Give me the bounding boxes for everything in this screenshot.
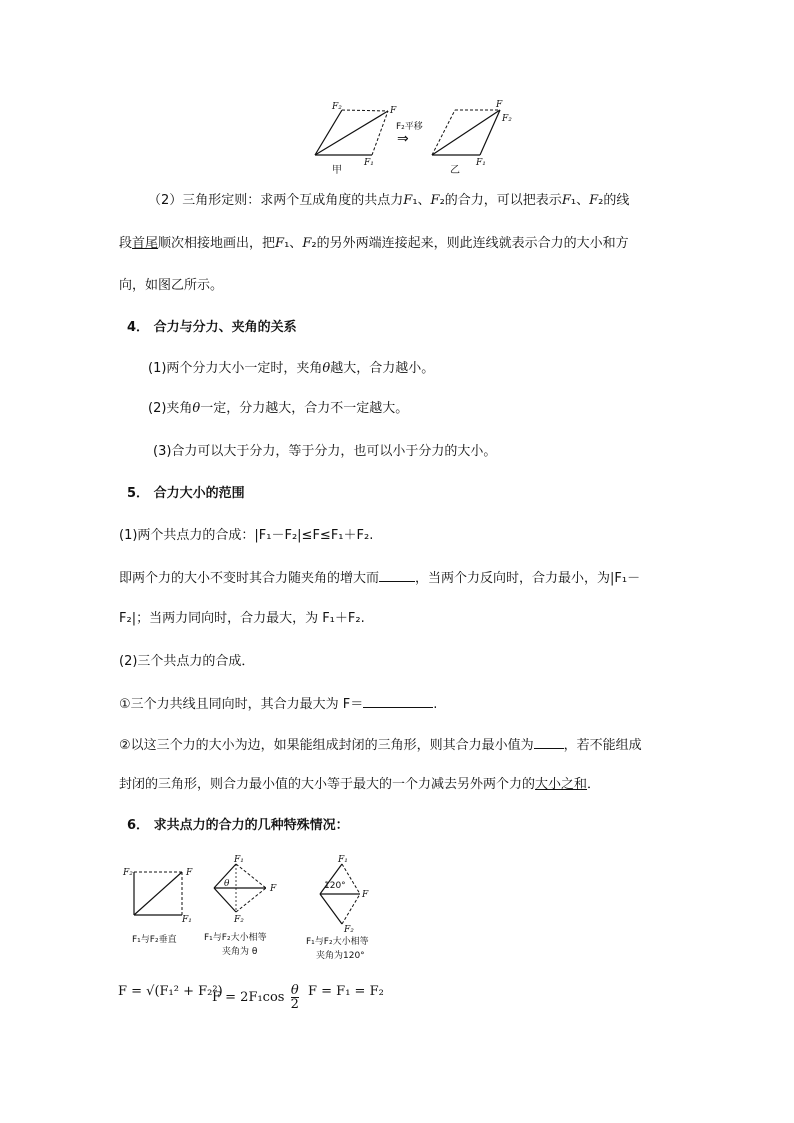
fig2-caption-1: F₁与F₂大小相等 — [204, 933, 267, 943]
label-F-yi: F — [496, 100, 503, 110]
fig1-label-F1: F₁ — [182, 915, 192, 925]
caption-yi: 乙 — [450, 165, 460, 176]
formula-120: F = F₁ = F₂ — [308, 984, 384, 999]
section4-heading: 4． 合力与分力、夹角的关系 — [127, 320, 297, 335]
label-F-jia: F — [390, 106, 397, 116]
fig3-label-F2: F₂ — [344, 925, 354, 935]
label-F1-yi: F₁ — [476, 158, 486, 168]
fig3-caption-2: 夹角为120° — [316, 951, 365, 961]
fig2-label-F1: F₁ — [234, 855, 244, 865]
section4-item1: (1)两个分力大小一定时，夹角θ越大，合力越小。 — [148, 361, 435, 376]
label-translate: F₂平移 — [396, 122, 423, 132]
fig3-caption-1: F₁与F₂大小相等 — [306, 937, 369, 947]
fig1-caption: F₁与F₂垂直 — [132, 935, 177, 945]
formula-theta: F = 2F₁cos $\frac{\theta}{2}$ — [212, 983, 299, 1012]
label-F1-jia: F₁ — [364, 158, 374, 168]
section5-heading: 5． 合力大小的范围 — [127, 486, 245, 501]
section5-p6: ②以这三个力的大小为边，如果能组成封闭的三角形，则其合力最小值为 ，若不能组成 — [119, 738, 642, 753]
section5-p5: ①三个力共线且同向时，其合力最大为 F＝ . — [119, 697, 438, 712]
fig3-label-F1: F₁ — [338, 855, 348, 865]
section5-p1: (1)两个共点力的合成：|F₁－F₂|≤F≤F₁＋F₂. — [119, 528, 374, 543]
fig1-label-F: F — [186, 868, 193, 878]
perpendicular-forces-figure — [120, 860, 210, 950]
equal-forces-theta-figure — [200, 852, 290, 964]
section5-p7: 封闭的三角形，则合力最小值的大小等于最大的一个力减去另外两个力的大小之和． — [119, 777, 601, 792]
fig1-label-F2: F₂ — [123, 868, 133, 878]
label-F2-yi: F₂ — [502, 114, 512, 124]
triangle-rule-line3: 向，如图乙所示。 — [119, 278, 224, 293]
equal-forces-120-figure — [302, 852, 392, 964]
formula-perpendicular: F = √(F₁² + F₂²) — [118, 984, 223, 999]
section4-item3: (3)合力可以大于分力，等于分力，也可以小于分力的大小。 — [153, 444, 497, 459]
fig2-caption-2: 夹角为 θ — [222, 947, 258, 957]
caption-jia: 甲 — [332, 165, 342, 176]
fig2-label-F2: F₂ — [234, 915, 244, 925]
section5-p4: (2)三个共点力的合成． — [119, 654, 255, 669]
triangle-rule-line2: 段首尾顺次相接地画出，把F₁、F₂的另外两端连接起来，则此连线就表示合力的大小和方 — [119, 236, 629, 251]
fig3-label-F: F — [362, 890, 369, 900]
parallelogram-triangle-figure — [300, 95, 520, 180]
label-F2-jia: F₂ — [332, 102, 342, 112]
section5-p3: F₂|；当两力同向时，合力最大，为 F₁＋F₂. — [119, 611, 365, 626]
fig2-label-theta: θ — [224, 879, 230, 889]
section5-p2: 即两个力的大小不变时其合力随夹角的增大而 ，当两个力反向时，合力最小，为|F₁－ — [119, 571, 641, 586]
section6-heading: 6． 求共点力的合力的几种特殊情况： — [127, 818, 349, 833]
fig2-label-F: F — [270, 884, 277, 894]
triangle-rule-line1: （2）三角形定则：求两个互成角度的共点力F₁、F₂的合力，可以把表示F₁、F₂的线 — [148, 193, 630, 208]
section4-item2: (2)夹角θ一定，分力越大，合力不一定越大。 — [148, 401, 409, 416]
fig3-label-120: 120° — [324, 881, 346, 891]
double-arrow-icon: ⇒ — [397, 131, 409, 147]
